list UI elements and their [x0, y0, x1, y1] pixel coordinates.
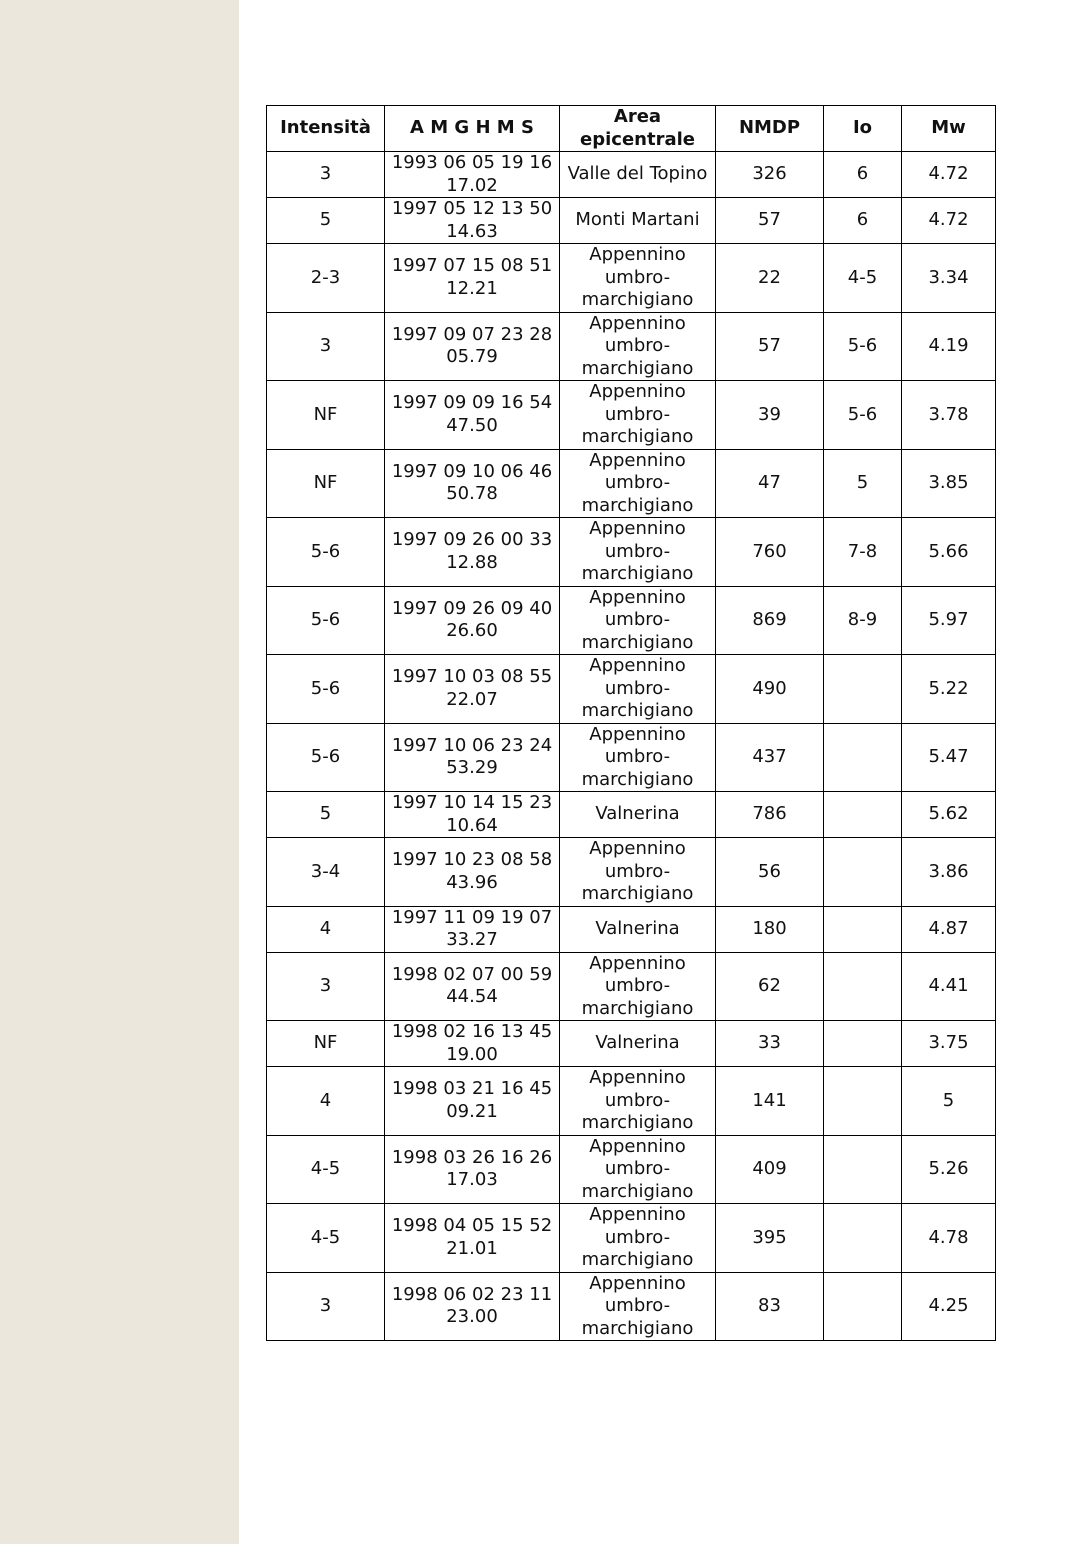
cell-nmdp: 57 — [716, 198, 824, 244]
table-row — [267, 655, 996, 724]
cell-amghms: 1998 03 26 16 26 17.03 — [385, 1135, 560, 1204]
cell-amghms: 1997 10 23 08 58 43.96 — [385, 838, 560, 907]
cell-nmdp: 437 — [716, 723, 824, 792]
cell-nmdp: 47 — [716, 449, 824, 518]
cell-nmdp: 180 — [716, 906, 824, 952]
cell-area-epicentrale: Appennino umbro-marchigiano — [560, 244, 716, 313]
cell-io: 5-6 — [824, 312, 902, 381]
cell-io — [824, 906, 902, 952]
header-amghms: A M G H M S — [385, 106, 560, 152]
cell-nmdp: 760 — [716, 518, 824, 587]
cell-nmdp: 83 — [716, 1272, 824, 1341]
table-row — [267, 244, 996, 313]
cell-area-epicentrale: Appennino umbro-marchigiano — [560, 518, 716, 587]
cell-io: 5 — [824, 449, 902, 518]
cell-area-epicentrale: Appennino umbro-marchigiano — [560, 838, 716, 907]
cell-area-epicentrale: Appennino umbro-marchigiano — [560, 312, 716, 381]
cell-intensita: 5 — [267, 792, 385, 838]
cell-mw: 4.41 — [902, 952, 996, 1021]
table-header-row — [267, 106, 996, 152]
cell-area-epicentrale: Valnerina — [560, 792, 716, 838]
cell-area-epicentrale: Appennino umbro-marchigiano — [560, 1067, 716, 1136]
cell-amghms: 1998 03 21 16 45 09.21 — [385, 1067, 560, 1136]
header-intensita: Intensità — [267, 106, 385, 152]
header-area-epicentrale: Area epicentrale — [560, 106, 716, 152]
cell-intensita: 4 — [267, 1067, 385, 1136]
table-row — [267, 518, 996, 587]
cell-nmdp: 869 — [716, 586, 824, 655]
cell-io — [824, 952, 902, 1021]
cell-io — [824, 1272, 902, 1341]
table-row — [267, 1021, 996, 1067]
cell-intensita: 4-5 — [267, 1204, 385, 1273]
cell-amghms: 1997 05 12 13 50 14.63 — [385, 198, 560, 244]
table-row — [267, 792, 996, 838]
cell-nmdp: 141 — [716, 1067, 824, 1136]
cell-amghms: 1997 09 26 00 33 12.88 — [385, 518, 560, 587]
cell-io — [824, 792, 902, 838]
cell-mw: 3.34 — [902, 244, 996, 313]
table-row — [267, 1135, 996, 1204]
cell-nmdp: 395 — [716, 1204, 824, 1273]
cell-intensita: 4 — [267, 906, 385, 952]
cell-mw: 4.19 — [902, 312, 996, 381]
cell-amghms: 1998 06 02 23 11 23.00 — [385, 1272, 560, 1341]
cell-io — [824, 655, 902, 724]
header-io: Io — [824, 106, 902, 152]
cell-io — [824, 1067, 902, 1136]
cell-nmdp: 326 — [716, 152, 824, 198]
cell-nmdp: 22 — [716, 244, 824, 313]
cell-intensita: 4-5 — [267, 1135, 385, 1204]
table-row — [267, 1272, 996, 1341]
cell-nmdp: 33 — [716, 1021, 824, 1067]
cell-mw: 5.22 — [902, 655, 996, 724]
table-row — [267, 1204, 996, 1273]
cell-intensita: 5-6 — [267, 655, 385, 724]
cell-io: 8-9 — [824, 586, 902, 655]
cell-area-epicentrale: Appennino umbro-marchigiano — [560, 1204, 716, 1273]
cell-mw: 4.72 — [902, 198, 996, 244]
cell-mw: 5 — [902, 1067, 996, 1136]
table-row — [267, 312, 996, 381]
cell-mw: 5.47 — [902, 723, 996, 792]
cell-mw: 5.66 — [902, 518, 996, 587]
table-row — [267, 586, 996, 655]
cell-mw: 5.26 — [902, 1135, 996, 1204]
cell-mw: 5.97 — [902, 586, 996, 655]
page-margin-band — [0, 0, 239, 1544]
table-row — [267, 1067, 996, 1136]
cell-mw: 4.78 — [902, 1204, 996, 1273]
cell-area-epicentrale: Appennino umbro-marchigiano — [560, 381, 716, 450]
cell-area-epicentrale: Valnerina — [560, 906, 716, 952]
cell-area-epicentrale: Appennino umbro-marchigiano — [560, 1135, 716, 1204]
cell-area-epicentrale: Valnerina — [560, 1021, 716, 1067]
cell-io: 6 — [824, 198, 902, 244]
table-row — [267, 381, 996, 450]
table-row — [267, 838, 996, 907]
cell-amghms: 1997 09 26 09 40 26.60 — [385, 586, 560, 655]
cell-amghms: 1997 10 06 23 24 53.29 — [385, 723, 560, 792]
cell-intensita: 5 — [267, 198, 385, 244]
cell-area-epicentrale: Appennino umbro-marchigiano — [560, 1272, 716, 1341]
cell-mw: 3.86 — [902, 838, 996, 907]
cell-mw: 3.75 — [902, 1021, 996, 1067]
cell-intensita: NF — [267, 449, 385, 518]
cell-area-epicentrale: Appennino umbro-marchigiano — [560, 449, 716, 518]
cell-io: 7-8 — [824, 518, 902, 587]
cell-area-epicentrale: Appennino umbro-marchigiano — [560, 655, 716, 724]
cell-mw: 4.72 — [902, 152, 996, 198]
cell-mw: 3.78 — [902, 381, 996, 450]
cell-mw: 5.62 — [902, 792, 996, 838]
table-body — [267, 152, 996, 1341]
cell-area-epicentrale: Appennino umbro-marchigiano — [560, 952, 716, 1021]
cell-nmdp: 57 — [716, 312, 824, 381]
cell-io — [824, 723, 902, 792]
cell-intensita: 2-3 — [267, 244, 385, 313]
cell-area-epicentrale: Appennino umbro-marchigiano — [560, 586, 716, 655]
cell-amghms: 1997 11 09 19 07 33.27 — [385, 906, 560, 952]
cell-intensita: 5-6 — [267, 518, 385, 587]
cell-intensita: NF — [267, 381, 385, 450]
header-nmdp: NMDP — [716, 106, 824, 152]
cell-intensita: 3 — [267, 312, 385, 381]
cell-intensita: 5-6 — [267, 723, 385, 792]
cell-nmdp: 62 — [716, 952, 824, 1021]
cell-io — [824, 1021, 902, 1067]
cell-amghms: 1997 07 15 08 51 12.21 — [385, 244, 560, 313]
cell-nmdp: 409 — [716, 1135, 824, 1204]
cell-io — [824, 1135, 902, 1204]
header-mw: Mw — [902, 106, 996, 152]
cell-intensita: 3 — [267, 1272, 385, 1341]
cell-area-epicentrale: Appennino umbro-marchigiano — [560, 723, 716, 792]
earthquake-table — [266, 105, 996, 1341]
cell-io: 5-6 — [824, 381, 902, 450]
cell-intensita: 3-4 — [267, 838, 385, 907]
cell-nmdp: 786 — [716, 792, 824, 838]
cell-nmdp: 56 — [716, 838, 824, 907]
cell-nmdp: 490 — [716, 655, 824, 724]
cell-amghms: 1998 04 05 15 52 21.01 — [385, 1204, 560, 1273]
table-row — [267, 906, 996, 952]
cell-amghms: 1997 09 09 16 54 47.50 — [385, 381, 560, 450]
cell-amghms: 1997 10 14 15 23 10.64 — [385, 792, 560, 838]
table-row — [267, 152, 996, 198]
cell-amghms: 1993 06 05 19 16 17.02 — [385, 152, 560, 198]
table-row — [267, 723, 996, 792]
cell-io — [824, 838, 902, 907]
table-row — [267, 198, 996, 244]
cell-nmdp: 39 — [716, 381, 824, 450]
cell-amghms: 1997 09 07 23 28 05.79 — [385, 312, 560, 381]
cell-intensita: 5-6 — [267, 586, 385, 655]
table-row — [267, 952, 996, 1021]
cell-io: 6 — [824, 152, 902, 198]
cell-area-epicentrale: Monti Martani — [560, 198, 716, 244]
cell-intensita: NF — [267, 1021, 385, 1067]
cell-intensita: 3 — [267, 952, 385, 1021]
cell-io — [824, 1204, 902, 1273]
cell-amghms: 1998 02 07 00 59 44.54 — [385, 952, 560, 1021]
cell-mw: 4.87 — [902, 906, 996, 952]
cell-amghms: 1997 10 03 08 55 22.07 — [385, 655, 560, 724]
cell-mw: 3.85 — [902, 449, 996, 518]
cell-mw: 4.25 — [902, 1272, 996, 1341]
cell-io: 4-5 — [824, 244, 902, 313]
table-row — [267, 449, 996, 518]
cell-amghms: 1997 09 10 06 46 50.78 — [385, 449, 560, 518]
cell-area-epicentrale: Valle del Topino — [560, 152, 716, 198]
cell-amghms: 1998 02 16 13 45 19.00 — [385, 1021, 560, 1067]
cell-intensita: 3 — [267, 152, 385, 198]
